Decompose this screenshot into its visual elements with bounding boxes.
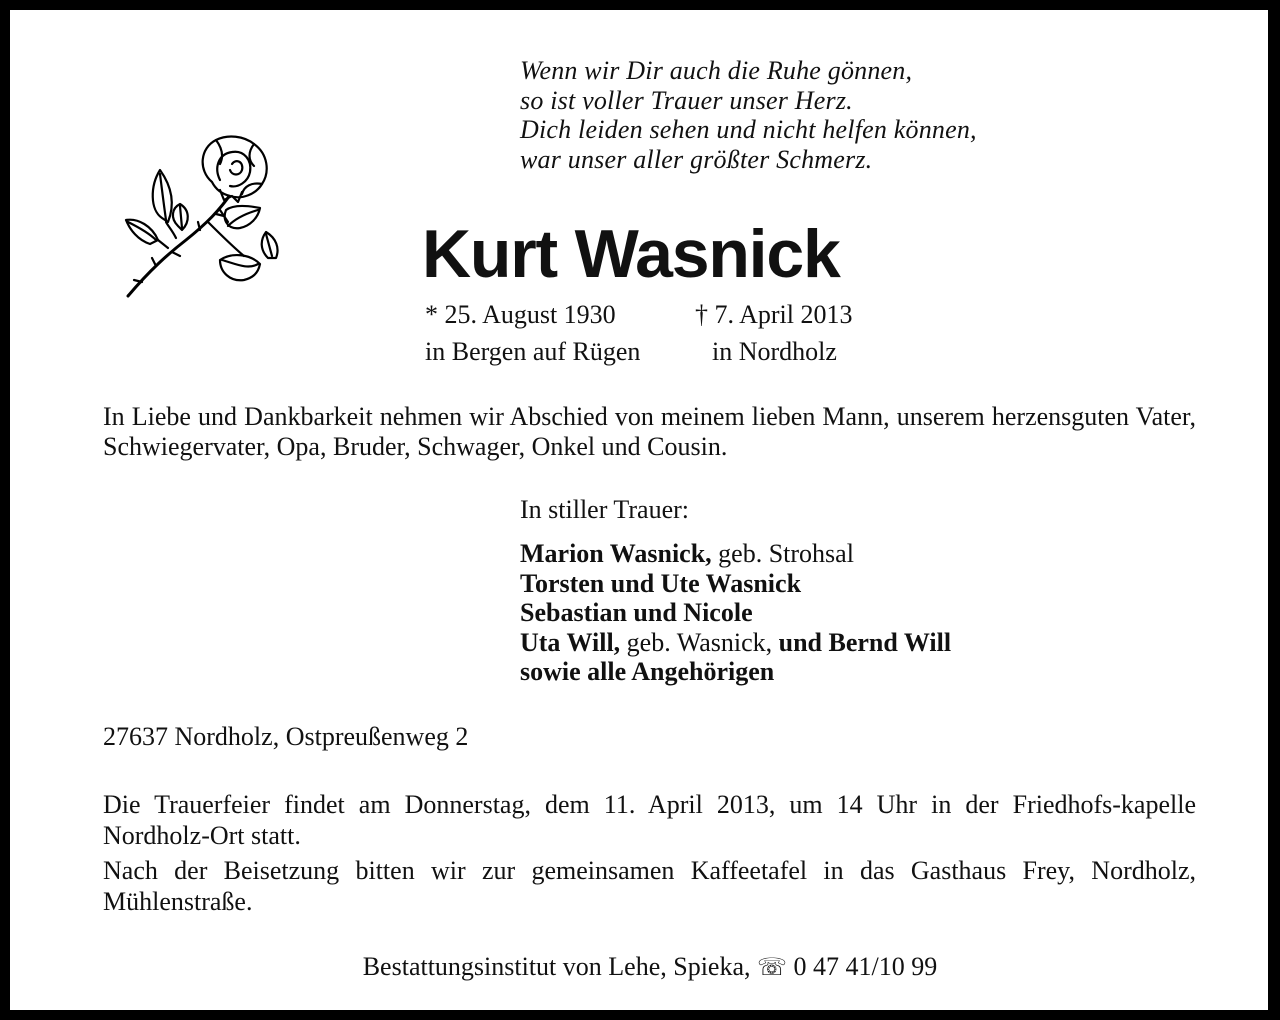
life-dates xyxy=(425,296,852,370)
family-address: 27637 Nordholz, Ostpreußenweg 2 xyxy=(103,722,469,751)
poem-line: Dich leiden sehen und nicht helfen können, xyxy=(520,115,977,144)
mourner-name: sowie alle Angehörigen xyxy=(520,657,775,686)
reception-info: Nach der Beisetzung bitten wir zur gemeinsamen Kaffeetafel in das Gasthaus Frey, Nordholz, Mühlenstraße. xyxy=(103,856,1196,916)
death-place: in Nordholz xyxy=(712,337,837,366)
birth-date: * 25. August 1930 xyxy=(425,300,616,329)
mourner-name: Uta Will, xyxy=(520,627,621,657)
birth-place: in Bergen auf Rügen xyxy=(425,337,641,366)
mourner-line xyxy=(520,628,951,658)
poem-line: Wenn wir Dir auch die Ruhe gönnen, xyxy=(520,56,913,85)
poem-line: war unser aller größter Schmerz. xyxy=(520,144,873,174)
mourner-note: geb. Strohsal xyxy=(711,539,854,568)
memorial-poem xyxy=(520,56,977,174)
funeral-info: Die Trauerfeier findet am Donnerstag, dem 11. April 2013, um 14 Uhr in der Friedhofs-kapelle Nordholz-Ort statt. xyxy=(103,790,1196,850)
mourner-line xyxy=(520,657,951,687)
undertaker-phone: 0 47 41/10 99 xyxy=(793,952,938,981)
mourner-name: Sebastian und Nicole xyxy=(520,598,753,627)
phone-icon: ☏ xyxy=(757,953,788,981)
mourner-line xyxy=(520,598,951,628)
mourners-heading: In stiller Trauer: xyxy=(520,495,689,524)
poem-line: so ist voller Trauer unser Herz. xyxy=(520,85,853,115)
death-date: † 7. April 2013 xyxy=(695,300,853,329)
mourner-name: Marion Wasnick, xyxy=(520,539,712,568)
undertaker-name: Bestattungsinstitut von Lehe, Spieka, xyxy=(362,952,751,981)
farewell-text: In Liebe und Dankbarkeit nehmen wir Abschied von meinem lieben Mann, unserem herzensguten Vater, Schwiegervater, Opa, Bruder, Schwager, Onkel und Cousin. xyxy=(103,402,1196,461)
mourner-partner: und Bernd Will xyxy=(778,627,952,657)
mourner-line xyxy=(520,569,951,599)
deceased-name: Kurt Wasnick xyxy=(422,216,840,292)
undertaker-footer xyxy=(10,951,1280,983)
mourner-name: Torsten und Ute Wasnick xyxy=(520,568,802,598)
mourners-list xyxy=(520,539,951,687)
mourner-line xyxy=(520,539,951,569)
mourner-note: geb. Wasnick, xyxy=(620,627,779,657)
rose-icon xyxy=(120,130,282,302)
